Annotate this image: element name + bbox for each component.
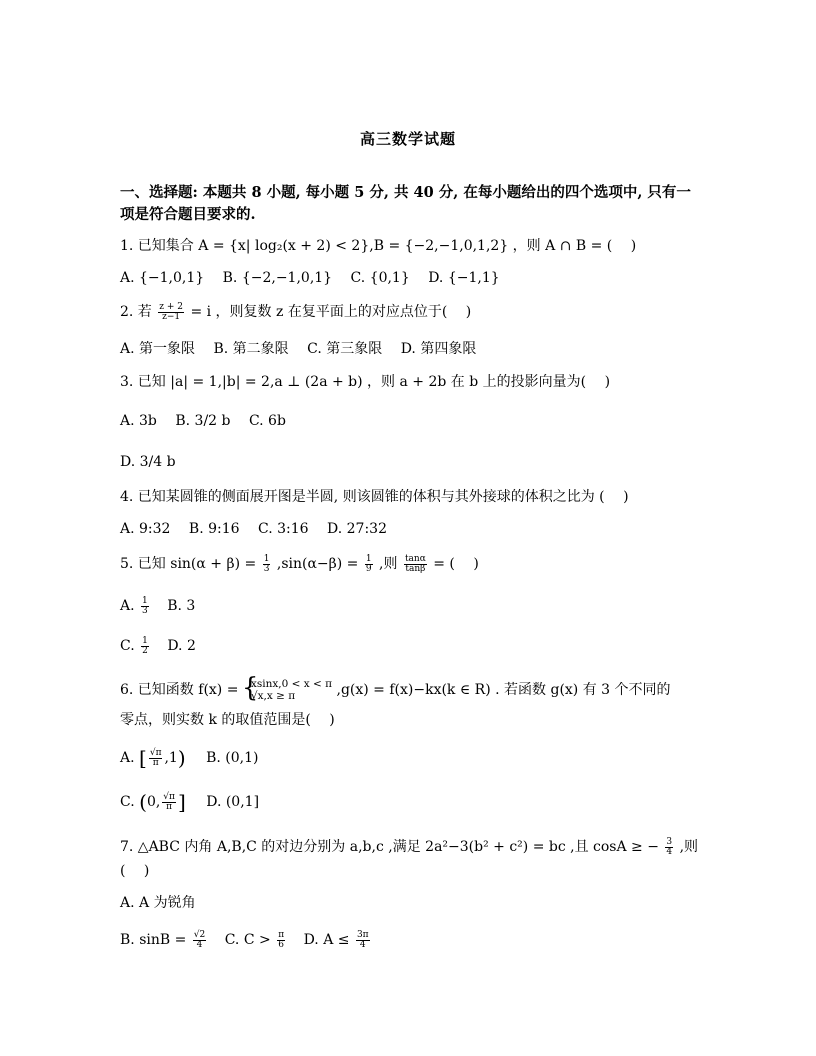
option-a: A. [120, 750, 135, 766]
question-5-prefix: 5. 已知 sin(α + β) = [120, 556, 257, 572]
section-heading: 一、选择题: 本题共 8 小题, 每小题 5 分, 共 40 分, 在每小题给出的四个选项中, 只有一项是符合题目要求的. [120, 184, 691, 223]
question-7-suffix: ,则 [679, 839, 699, 855]
question-2-options [120, 339, 700, 359]
fraction-3 [404, 555, 427, 574]
question-5-options [120, 596, 700, 616]
left-bracket: [ [139, 746, 147, 770]
fraction-denominator: 4 [196, 939, 203, 950]
option-c: C. {0,1} [350, 270, 410, 286]
option-c: C. C > [224, 932, 271, 948]
question-6-stem [120, 678, 700, 702]
fraction-numerator: 1 [365, 553, 372, 564]
question-5-then: ,则 [379, 556, 398, 572]
question-2-fraction [158, 303, 184, 322]
option-c-fraction [162, 793, 176, 812]
option-d: D. {−1,1} [428, 270, 500, 286]
question-1-options [120, 268, 700, 288]
fraction-2 [365, 555, 373, 574]
option-b: B. 第二象限 [213, 341, 289, 357]
question-5-stem [120, 554, 700, 574]
question-6-options-2 [120, 792, 700, 812]
question-5-suffix: = ( ) [433, 556, 479, 572]
fraction-numerator: π [278, 929, 285, 940]
fraction-denominator: z−1 [162, 311, 181, 322]
question-7-stem [120, 837, 700, 857]
fraction-denominator: 9 [365, 563, 372, 574]
fraction-1 [263, 555, 271, 574]
option-b-fraction [193, 931, 206, 950]
fraction-denominator: π [166, 801, 173, 812]
fraction-numerator: z + 2 [159, 301, 183, 312]
option-b: B. sinB = [120, 932, 187, 948]
fraction-numerator: 3 [666, 836, 673, 847]
option-d-fraction [356, 931, 370, 950]
fraction-numerator: tanα [404, 553, 426, 564]
question-6-options [120, 748, 700, 768]
option-a-suffix: ,1 [164, 750, 178, 766]
option-b: B. (0,1) [206, 750, 259, 766]
option-d: D. 3/4 b [120, 454, 176, 470]
question-6-suffix: ,g(x) = f(x)−kx(k ∈ R) . 若函数 g(x) 有 3 个不同的 [336, 682, 671, 698]
option-c-fraction [141, 637, 149, 656]
fraction-denominator: 4 [666, 846, 673, 857]
question-7-option-a: A. A 为锐角 [120, 895, 196, 911]
option-a: A. 第一象限 [120, 341, 196, 357]
option-a: A. [120, 598, 135, 614]
question-1-stem: 1. 已知集合 A = {x| log₂(x + 2) < 2},B = {−2,−1,0,1,2} ，则 A ∩ B = ( ) [120, 238, 637, 254]
option-a: A. 9:32 [120, 521, 171, 537]
option-c: C. 6b [248, 413, 286, 429]
option-a-fraction [149, 749, 163, 768]
option-d: D. (0,1] [206, 794, 260, 810]
question-2-suffix: = i ，则复数 z 在复平面上的对应点位于( ) [190, 304, 472, 320]
piecewise-case-1: { xsinx,0 < x < π [250, 678, 333, 690]
question-7-fraction [665, 838, 673, 857]
question-4-stem: 4. 已知某圆锥的侧面展开图是半圆, 则该圆锥的体积与其外接球的体积之比为 ( ) [120, 489, 629, 505]
page-title: 高三数学试题 [359, 130, 456, 148]
option-c: C. 第三象限 [307, 341, 383, 357]
option-a: A. 3b [120, 413, 157, 429]
fraction-numerator: 1 [263, 553, 270, 564]
right-paren: ) [177, 746, 186, 770]
question-2-stem [120, 302, 700, 322]
fraction-denominator: 3 [263, 563, 270, 574]
option-b: B. 9:16 [188, 521, 240, 537]
question-7-options [120, 930, 700, 950]
option-b: B. 3/2 b [175, 413, 231, 429]
question-3-stem: 3. 已知 |a| = 1,|b| = 2,a ⊥ (2a + b) ，则 a + 2b 在 b 上的投影向量为( ) [120, 374, 611, 390]
option-d: D. 第四象限 [400, 341, 477, 357]
question-4-options [120, 519, 700, 539]
option-c-mid: 0, [146, 794, 161, 810]
question-7-prefix: 7. △ABC 内角 A,B,C 的对边分别为 a,b,c ,满足 2a²−3(b² + c²) = bc ,且 cosA ≥ − [120, 839, 659, 855]
fraction-denominator: 3 [142, 605, 148, 616]
fraction-numerator: 1 [142, 635, 148, 646]
left-paren: ( [139, 790, 147, 814]
fraction-denominator: 6 [278, 939, 285, 950]
option-b: B. 3 [167, 598, 196, 614]
option-c: C. [120, 638, 135, 654]
question-5-options-2 [120, 636, 700, 656]
option-c-fraction [277, 931, 285, 950]
option-a-fraction [141, 597, 149, 616]
option-d: D. 27:32 [327, 521, 387, 537]
question-3-options-2 [120, 452, 700, 472]
fraction-numerator: √π [163, 791, 175, 802]
option-c: C. 3:16 [258, 521, 309, 537]
fraction-denominator: π [152, 757, 159, 768]
fraction-numerator: √π [149, 747, 162, 758]
piecewise-function [243, 678, 332, 702]
option-b: B. {−2,−1,0,1} [222, 270, 333, 286]
piecewise-case-2: √x,x ≥ π [250, 690, 296, 702]
option-c: C. [120, 794, 135, 810]
question-6-stem-line-2: 零点，则实数 k 的取值范围是( ) [120, 712, 335, 728]
question-7-stem-line-2: ( ) [120, 863, 150, 879]
right-bracket: ] [177, 790, 186, 814]
question-2-prefix: 2. 若 [120, 304, 152, 320]
fraction-denominator: tanβ [405, 563, 426, 574]
question-3-options [120, 411, 700, 431]
option-d: D. A ≤ [303, 932, 350, 948]
question-5-mid: ,sin(α−β) = [276, 556, 359, 572]
option-a: A. {−1,0,1} [120, 270, 205, 286]
fraction-denominator: 2 [142, 645, 148, 656]
fraction-numerator: 1 [142, 595, 148, 606]
fraction-numerator: √2 [193, 929, 206, 940]
fraction-numerator: 3π [356, 929, 369, 940]
question-6-prefix: 6. 已知函数 f(x) = [120, 682, 239, 698]
fraction-denominator: 4 [359, 939, 366, 950]
option-d: D. 2 [167, 638, 196, 654]
